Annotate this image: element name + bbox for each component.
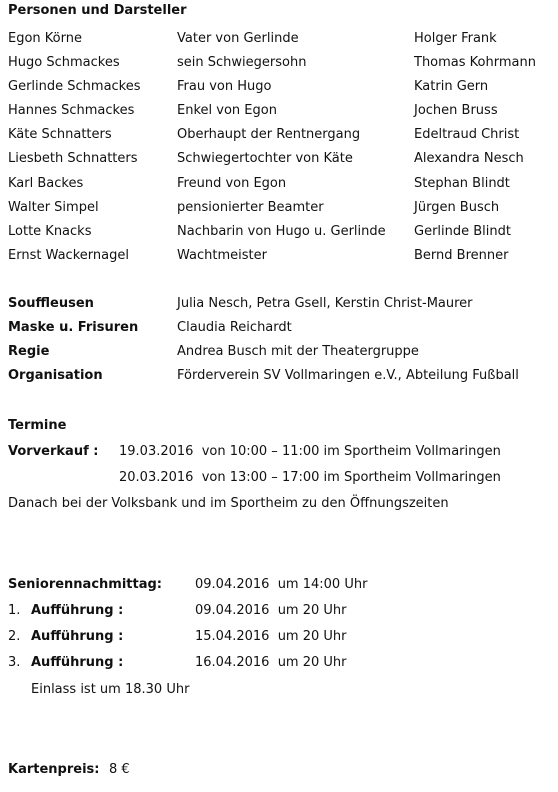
price-label: Kartenpreis: — [8, 762, 100, 777]
performance-value: 16.04.2016 um 20 Uhr — [195, 655, 347, 670]
danach-text: Danach bei der Volksbank und im Sportheim zu den Öffnungszeiten — [8, 496, 449, 511]
performance-number: 2. — [8, 629, 21, 644]
cast-role: Egon Körne — [8, 31, 82, 46]
cast-desc: sein Schwiegersohn — [177, 55, 307, 70]
cast-desc: Wachtmeister — [177, 248, 267, 263]
crew-label: Souffleusen — [8, 296, 94, 311]
cast-role: Käte Schnatters — [8, 127, 112, 142]
performance-number: 1. — [8, 603, 21, 618]
performance-label: Aufführung : — [31, 655, 124, 670]
einlass-text: Einlass ist um 18.30 Uhr — [31, 682, 190, 697]
cast-actor: Alexandra Nesch — [414, 151, 524, 166]
cast-actor: Jürgen Busch — [414, 200, 500, 215]
cast-role: Gerlinde Schmackes — [8, 79, 141, 94]
vorverkauf-line: 19.03.2016 von 10:00 – 11:00 im Sportheim Vollmaringen — [119, 444, 501, 459]
crew-label: Regie — [8, 344, 50, 359]
cast-actor: Gerlinde Blindt — [414, 224, 511, 239]
cast-actor: Thomas Kohrmann — [414, 55, 536, 70]
cast-role: Lotte Knacks — [8, 224, 92, 239]
crew-value: Förderverein SV Vollmaringen e.V., Abteilung Fußball — [177, 368, 519, 383]
cast-desc: Schwiegertochter von Käte — [177, 151, 353, 166]
crew-value: Claudia Reichardt — [177, 320, 292, 335]
cast-actor: Katrin Gern — [414, 79, 489, 94]
crew-value: Andrea Busch mit der Theatergruppe — [177, 344, 419, 359]
cast-desc: Oberhaupt der Rentnergang — [177, 127, 361, 142]
senioren-label: Seniorennachmittag: — [8, 577, 163, 592]
cast-actor: Stephan Blindt — [414, 176, 510, 191]
cast-role: Walter Simpel — [8, 200, 99, 215]
cast-desc: Vater von Gerlinde — [177, 31, 299, 46]
performance-value: 15.04.2016 um 20 Uhr — [195, 629, 347, 644]
price-value: 8 € — [109, 762, 130, 777]
cast-desc: Enkel von Egon — [177, 103, 277, 118]
crew-label: Maske u. Frisuren — [8, 320, 139, 335]
cast-heading: Personen und Darsteller — [8, 3, 187, 18]
cast-role: Hannes Schmackes — [8, 103, 135, 118]
cast-role: Ernst Wackernagel — [8, 248, 129, 263]
cast-role: Karl Backes — [8, 176, 84, 191]
cast-desc: Nachbarin von Hugo u. Gerlinde — [177, 224, 386, 239]
performance-number: 3. — [8, 655, 21, 670]
cast-desc: pensionierter Beamter — [177, 200, 324, 215]
cast-actor: Bernd Brenner — [414, 248, 509, 263]
cast-role: Liesbeth Schnatters — [8, 151, 138, 166]
cast-actor: Holger Frank — [414, 31, 497, 46]
cast-desc: Frau von Hugo — [177, 79, 272, 94]
crew-value: Julia Nesch, Petra Gsell, Kerstin Christ-Maurer — [177, 296, 473, 311]
vorverkauf-line: 20.03.2016 von 13:00 – 17:00 im Sportheim Vollmaringen — [119, 470, 501, 485]
termine-heading: Termine — [8, 418, 67, 433]
performance-label: Aufführung : — [31, 603, 124, 618]
cast-actor: Edeltraud Christ — [414, 127, 520, 142]
cast-actor: Jochen Bruss — [414, 103, 498, 118]
performance-label: Aufführung : — [31, 629, 124, 644]
cast-role: Hugo Schmackes — [8, 55, 120, 70]
vorverkauf-label: Vorverkauf : — [8, 444, 99, 459]
senioren-value: 09.04.2016 um 14:00 Uhr — [195, 577, 368, 592]
cast-desc: Freund von Egon — [177, 176, 287, 191]
performance-value: 09.04.2016 um 20 Uhr — [195, 603, 347, 618]
crew-label: Organisation — [8, 368, 103, 383]
